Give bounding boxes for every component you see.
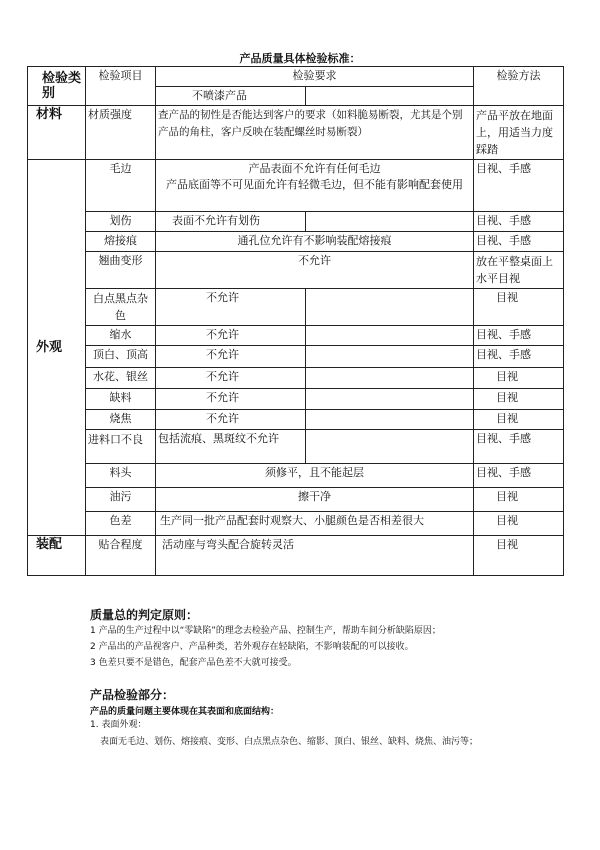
requirement-line: 产品底面等不可见面允许有轻微毛边，但不能有影响配套使用	[166, 178, 463, 191]
method-cell: 目视、手感	[474, 160, 564, 212]
item-cell: 料头	[86, 464, 156, 488]
table-row	[28, 368, 564, 389]
method-cell: 目视	[474, 536, 564, 576]
item-cell: 毛边	[86, 160, 156, 212]
requirement-empty	[306, 289, 474, 326]
method-cell: 目视	[474, 289, 564, 326]
requirement-empty	[306, 389, 474, 410]
requirement-cell: 不允许	[156, 389, 306, 410]
requirement-cell: 须修平，且不能起层	[156, 464, 474, 488]
table-row	[28, 410, 564, 430]
requirement-cell: 表面不允许有划伤	[156, 212, 306, 232]
requirement-empty	[306, 430, 474, 464]
requirement-cell	[156, 160, 474, 212]
requirement-line: 产品表面不允许有任何毛边	[248, 162, 381, 175]
header-requirement: 检验要求	[156, 67, 474, 87]
item-cell: 顶白、顶高	[86, 346, 156, 368]
requirement-cell: 不允许	[156, 368, 306, 389]
table-row	[28, 536, 564, 576]
table-row	[28, 106, 564, 160]
item-cell: 材质强度	[86, 106, 156, 160]
table-row	[28, 389, 564, 410]
requirement-empty	[306, 326, 474, 346]
item-cell: 色差	[86, 512, 156, 536]
method-cell: 目视、手感	[474, 326, 564, 346]
category-appearance: 外观	[28, 160, 86, 536]
inspection-heading: 产品检验部分：	[90, 688, 175, 702]
item-cell: 贴合程度	[86, 536, 156, 576]
requirement-cell: 生产同一批产品配套时观察大、小腿颜色是否相差很大	[156, 512, 474, 536]
method-cell: 产品平放在地面上，用适当力度踩踏	[474, 106, 564, 160]
method-cell: 放在平整桌面上水平目视	[474, 252, 564, 289]
item-cell: 进料口不良	[86, 430, 156, 464]
method-cell: 目视、手感	[474, 346, 564, 368]
requirement-cell: 不允许	[156, 289, 306, 326]
table-row	[28, 430, 564, 464]
table-row	[28, 464, 564, 488]
method-cell: 目视	[474, 488, 564, 512]
item-cell: 熔接痕	[86, 232, 156, 252]
requirement-empty	[306, 212, 474, 232]
category-assembly: 装配	[28, 536, 86, 576]
document-title: 产品质量具体检验标准：	[239, 52, 361, 65]
principle-item: 3 色差只要不是错色，配套产品色差不大就可接受。	[90, 658, 297, 668]
inspection-item-text: 表面无毛边、划伤、熔接痕、变形、白点黑点杂色、缩影、顶白、银丝、缺料、烧焦、油污等；	[100, 737, 479, 747]
table-row	[28, 488, 564, 512]
requirement-cell: 不允许	[156, 346, 306, 368]
item-cell: 白点黑点杂色	[86, 289, 156, 326]
requirement-cell: 包括流痕、黑斑纹不允许	[156, 430, 306, 464]
table-row	[28, 252, 564, 289]
requirement-cell: 不允许	[156, 252, 474, 289]
table-row	[28, 289, 564, 326]
header-category: 检验类别	[28, 67, 86, 106]
item-cell: 缺料	[86, 389, 156, 410]
method-cell: 目视、手感	[474, 430, 564, 464]
method-cell: 目视	[474, 368, 564, 389]
method-cell: 目视、手感	[474, 464, 564, 488]
item-cell: 缩水	[86, 326, 156, 346]
item-cell: 划伤	[86, 212, 156, 232]
requirement-cell: 不允许	[156, 326, 306, 346]
principles-heading: 质量总的判定原则：	[90, 608, 199, 622]
item-cell: 烧焦	[86, 410, 156, 430]
table-row	[28, 326, 564, 346]
table-row	[28, 512, 564, 536]
method-cell: 目视	[474, 512, 564, 536]
requirement-cell: 通孔位允许有不影响装配熔接痕	[156, 232, 474, 252]
header-item: 检验项目	[86, 67, 156, 106]
item-cell: 翘曲变形	[86, 252, 156, 289]
principle-item: 1 产品的生产过程中以“零缺陷”的理念去检验产品、控制生产，帮助车间分析缺陷原因；	[90, 626, 441, 636]
category-material: 材料	[28, 106, 86, 160]
method-cell: 目视、手感	[474, 212, 564, 232]
item-cell: 油污	[86, 488, 156, 512]
requirement-empty	[306, 410, 474, 430]
inspection-standards-table	[27, 66, 564, 576]
requirement-empty	[306, 368, 474, 389]
inspection-item-title: 1. 表面外观：	[90, 720, 147, 730]
table-row	[28, 160, 564, 212]
table-row	[28, 232, 564, 252]
inspection-subheading: 产品的质量问题主要体现在其表面和底面结构：	[90, 707, 280, 717]
requirement-cell: 擦干净	[156, 488, 474, 512]
item-cell: 水花、银丝	[86, 368, 156, 389]
principle-item: 2 产品出的产品视客户、产品种类，若外观存在轻缺陷，不影响装配的可以接收。	[90, 642, 414, 652]
requirement-cell: 不允许	[156, 410, 306, 430]
header-sub-requirement: 不喷漆产品	[156, 87, 306, 106]
method-cell: 目视	[474, 389, 564, 410]
table-row	[28, 212, 564, 232]
method-cell: 目视	[474, 410, 564, 430]
table-header-row	[28, 67, 564, 87]
table-row	[28, 346, 564, 368]
requirement-empty	[306, 346, 474, 368]
method-cell: 目视、手感	[474, 232, 564, 252]
requirement-cell: 查产品的韧性是否能达到客户的要求（如料脆易断裂，尤其是个别产品的角柱，客户反映在装配螺丝时易断裂）	[156, 106, 474, 160]
header-sub-empty	[306, 87, 474, 106]
header-method: 检验方法	[474, 67, 564, 106]
requirement-cell: 活动座与弯头配合旋转灵活	[156, 536, 474, 576]
